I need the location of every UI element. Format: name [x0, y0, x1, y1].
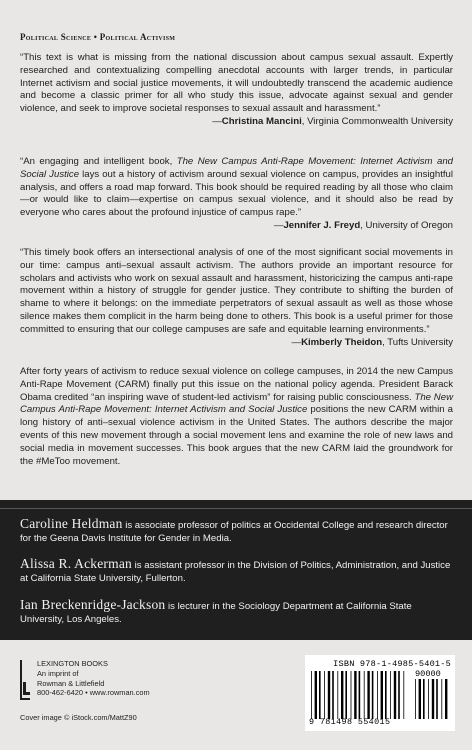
cover-image-credit: Cover image © iStock.com/MattZ90	[20, 713, 137, 722]
quote-text: “This timely book offers an intersectional analysis of one of the most significant social movements in our time: campus anti–sexual assault activism. The authors provide an important resource for scholars and activists who work on sexual assault and harassment, historicizing the campus anti-rape movement within a history of struggle for gender justice. They contribute to shifting the burden of shame to where it belongs: on the immediate perpetrators of sexual assault as well as those whose silence makes them complicit in the harm being done to others. This book is a useful primer for those committed to ensuring that our college campuses are safe and equitable learning environments.”	[20, 247, 453, 335]
barcode-bar	[415, 679, 416, 719]
barcode-bar	[423, 679, 425, 719]
endorser-affiliation: , Tufts University	[382, 336, 453, 348]
barcode-bar	[432, 679, 434, 719]
barcode-bar	[441, 679, 442, 719]
publisher-parent: Rowman & Littlefield	[37, 678, 105, 688]
publisher-imprint-line: An imprint of	[37, 668, 79, 678]
barcode-bar	[315, 671, 317, 719]
book-title: The New Campus Anti-Rape Movement: Internet Activism and Social Justice	[20, 391, 453, 416]
barcode-bar	[341, 671, 343, 719]
barcode-bar	[345, 671, 347, 719]
subject-categories: Political Science • Political Activism	[20, 32, 176, 42]
endorser-affiliation: , University of Oregon	[360, 219, 453, 231]
book-title: The New Campus Anti-Rape Movement: Internet Activism and Social Justice	[20, 156, 453, 180]
barcode-bar	[354, 671, 356, 719]
quote-attribution: —Kimberly Theidon, Tufts University	[291, 336, 453, 348]
summary-part-2: positions the new CARM within a long history of anti–sexual violence activism in the United States. The authors describe the major events of this new movement through a social movement lens and examine the role of new laws and social media in movement successes. This book argues that the new CARM laid the groundwork for the #MeToo movement.	[20, 404, 453, 467]
quote-attribution: —Christina Mancini, Virginia Commonwealth University	[212, 115, 453, 127]
barcode-bar	[364, 671, 365, 719]
barcode-bar	[324, 671, 325, 719]
barcode-bar	[428, 679, 429, 719]
summary-part-1: After forty years of activism to reduce sexual violence on college campuses, in 2014 the new Campus Anti-Rape Movement (CARM) finally put this issue on the national policy agenda. President Barack Obama credited “an inspiring wave of student-led activism” for raising public consciousness.	[20, 366, 453, 403]
author-bio-text: is associate professor of politics at Occidental College and research director for the Geena Davis Institute for Gender in Media.	[20, 520, 448, 544]
barcode-digits: 9 781498 554015	[309, 717, 391, 727]
barcode-bar	[311, 671, 312, 719]
barcode-bar	[398, 671, 400, 719]
barcode-bar	[394, 671, 396, 719]
book-summary	[20, 366, 453, 468]
author-bio-2	[20, 557, 456, 585]
barcode-bar	[445, 679, 447, 719]
author-bio-text: is assistant professor in the Division of Politics, Administration, and Justice at California State University, Fullerton.	[20, 560, 451, 584]
endorser-name: Kimberly Theidon	[301, 336, 383, 348]
endorser-affiliation: , Virginia Commonwealth University	[301, 115, 453, 127]
publisher-logo-icon	[20, 660, 30, 700]
endorsement-quote-2	[20, 156, 453, 233]
quote-attribution: —Jennifer J. Freyd, University of Oregon	[273, 219, 453, 231]
barcode-bar	[337, 671, 338, 719]
barcode-addon-bars	[415, 679, 449, 719]
author-name: Alissa R. Ackerman	[20, 556, 132, 571]
isbn-barcode	[305, 655, 455, 731]
publisher-name: LEXINGTON BOOKS	[37, 659, 108, 668]
publisher-contact: 800-462-6420 • www.rowman.com	[37, 688, 150, 698]
price-code: 90000	[415, 669, 441, 679]
endorsement-quote-1	[20, 52, 453, 129]
author-name: Caroline Heldman	[20, 516, 123, 531]
barcode-bar	[403, 671, 404, 719]
author-bio-1	[20, 517, 456, 545]
barcode-bar	[367, 671, 369, 719]
barcode-bar	[328, 671, 330, 719]
barcode-bar	[319, 671, 321, 719]
barcode-bar	[372, 671, 374, 719]
publisher-info	[37, 659, 150, 698]
barcode-bar	[359, 671, 361, 719]
author-name: Ian Breckenridge-Jackson	[20, 597, 166, 612]
barcode-bar	[351, 671, 352, 719]
endorser-name: Jennifer J. Freyd	[283, 219, 361, 231]
barcode-bar	[381, 671, 383, 719]
barcode-bar	[390, 671, 391, 719]
endorser-name: Christina Mancini	[221, 115, 302, 127]
isbn-label: ISBN 978-1-4985-5401-5	[333, 659, 451, 669]
quote-text-after: lays out a history of activism around sexual violence on campus, provides an insightful analysis, and offers a road map forward. This book should be required reading by all those who claim—or would like to claim—expertise on campus sexual violence, and it should also be read by everyone who cares about the profound injustice of campus rape.”	[20, 168, 453, 219]
barcode-bar	[385, 671, 387, 719]
barcode-bar	[419, 679, 421, 719]
barcode-bar	[332, 671, 334, 719]
barcode-main-bars	[311, 671, 409, 719]
endorsement-quote-3	[20, 247, 453, 349]
author-bio-text: is lecturer in the Sociology Department at California State University, Los Angeles.	[20, 601, 412, 625]
author-bio-3	[20, 598, 456, 626]
barcode-bar	[436, 679, 438, 719]
quote-text: “This text is what is missing from the national discussion about campus sexual assault. Expertly researched and contextualizing compelling anecdotal accounts with larger trends, in particular Internet activism and social justice movements, it will undoubtedly transcend the academic audience and become a classic primer for all who study this issue, advocate against sexual and gender violence, and seek to improve societal responses to sexual assault and harassment.”	[20, 52, 453, 115]
quote-text-before: “An engaging and intelligent book,	[20, 156, 177, 167]
barcode-bar	[377, 671, 378, 719]
